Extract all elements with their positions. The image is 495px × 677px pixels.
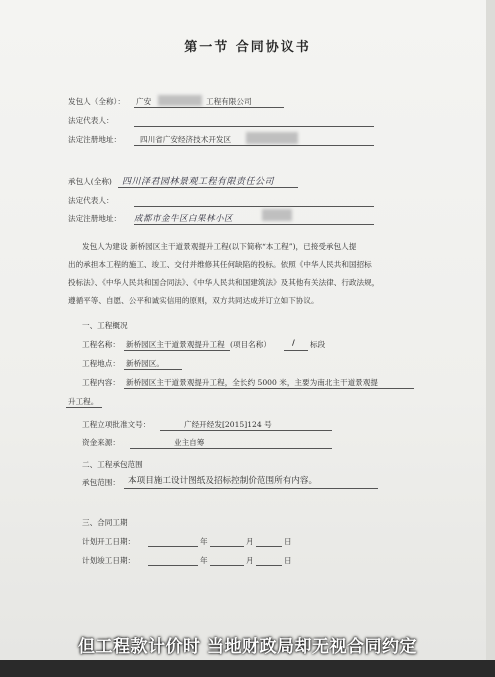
underline <box>134 206 374 207</box>
underline <box>256 565 282 566</box>
video-subtitle: 但工程款计价时 当地财政局却无视合同约定 <box>78 637 417 657</box>
approval-value: 广经开经发[2015]124 号 <box>184 420 272 429</box>
underline <box>210 546 244 547</box>
underline <box>66 407 102 408</box>
section2-heading: 二、工程承包范围 <box>82 460 143 469</box>
contractor-label: 发包人（全称）： <box>68 97 125 106</box>
intro-line-1: 发包人为建设 新桥园区主干道景观提升工程(以下简称“本工程”)，已接受承包人提 <box>82 242 357 251</box>
underline <box>118 187 298 188</box>
underline <box>160 430 332 431</box>
contractor-rep-label: 法定代表人： <box>68 116 114 125</box>
intro-line-2: 出的承担本工程的施工、竣工、交付并维修其任何缺陷的投标。依照《中华人民共和国招标 <box>68 260 372 269</box>
fund-label: 资金来源： <box>82 438 120 447</box>
intro-line-4: 遵循平等、自愿、公平和诚实信用的原则，双方共同达成并订立如下协议。 <box>68 296 319 305</box>
project-name-tail-2: 标段 <box>310 340 326 349</box>
content-label: 工程内容： <box>82 378 120 387</box>
approval-label: 工程立项批准文号： <box>82 420 151 429</box>
underline <box>124 488 378 489</box>
intro-line-3: 投标法》、《中华人民共和国合同法》、《中华人民共和国建筑法》及其他有关法律、行政法规， <box>68 278 380 287</box>
project-name-tail: (项目名称） <box>230 340 271 349</box>
section3-heading: 三、合同工期 <box>82 518 128 527</box>
underline <box>284 350 308 351</box>
contractee-label: 承包人(全称) <box>68 177 112 186</box>
scope-value: 本项目施工设计图纸及招标控制价范围所有内容。 <box>128 476 318 486</box>
underline <box>124 388 414 389</box>
underline <box>134 145 374 146</box>
contractor-name-suffix: 工程有限公司 <box>206 97 252 106</box>
underline <box>148 546 198 547</box>
start-date-label: 计划开工日期： <box>82 537 136 546</box>
site-label: 工程地点： <box>82 359 120 368</box>
page-edge <box>486 0 495 660</box>
fund-value: 业主自筹 <box>174 438 205 447</box>
project-name-label: 工程名称： <box>82 340 120 349</box>
site-value: 新桥园区。 <box>126 359 164 368</box>
redaction-mark <box>158 95 202 106</box>
section-slash: / <box>292 338 295 347</box>
day-unit: 日 <box>284 556 292 565</box>
month-unit: 月 <box>246 556 254 565</box>
underline <box>134 224 374 225</box>
project-name-value: 新桥园区主干道景观提升工程 <box>126 340 225 349</box>
contractor-name-prefix: 广安 <box>136 97 152 106</box>
underline <box>124 369 182 370</box>
underline <box>256 546 282 547</box>
day-unit: 日 <box>284 537 292 546</box>
underline <box>134 126 374 127</box>
section1-heading: 一、工程概况 <box>82 321 128 330</box>
contractee-addr-label: 法定注册地址： <box>68 214 122 223</box>
content-value-line-1: 新桥园区主干道景观提升工程，全长约 5000 米，主要为南北主干道景观提 <box>126 378 378 387</box>
underline <box>210 565 244 566</box>
redaction-mark <box>262 209 292 221</box>
redaction-mark <box>246 132 298 144</box>
content-value-line-2: 升工程。 <box>68 397 99 406</box>
contractee-addr-handwritten: 成都市金牛区白果林小区 <box>134 214 234 224</box>
scope-label: 承包范围： <box>82 478 120 487</box>
year-unit: 年 <box>200 556 208 565</box>
end-date-label: 计划竣工日期： <box>82 556 136 565</box>
underline <box>134 107 284 108</box>
page-title: 第一节 合同协议书 <box>184 40 311 55</box>
underline <box>148 565 198 566</box>
contractor-addr-label: 法定注册地址： <box>68 135 122 144</box>
contractee-name-handwritten: 四川泽君园林景观工程有限责任公司 <box>122 177 275 187</box>
year-unit: 年 <box>200 537 208 546</box>
underline <box>130 448 332 449</box>
contractee-rep-label: 法定代表人： <box>68 196 114 205</box>
month-unit: 月 <box>246 537 254 546</box>
underline <box>124 350 230 351</box>
contractor-addr-value: 四川省广安经济技术开发区 <box>140 135 232 144</box>
